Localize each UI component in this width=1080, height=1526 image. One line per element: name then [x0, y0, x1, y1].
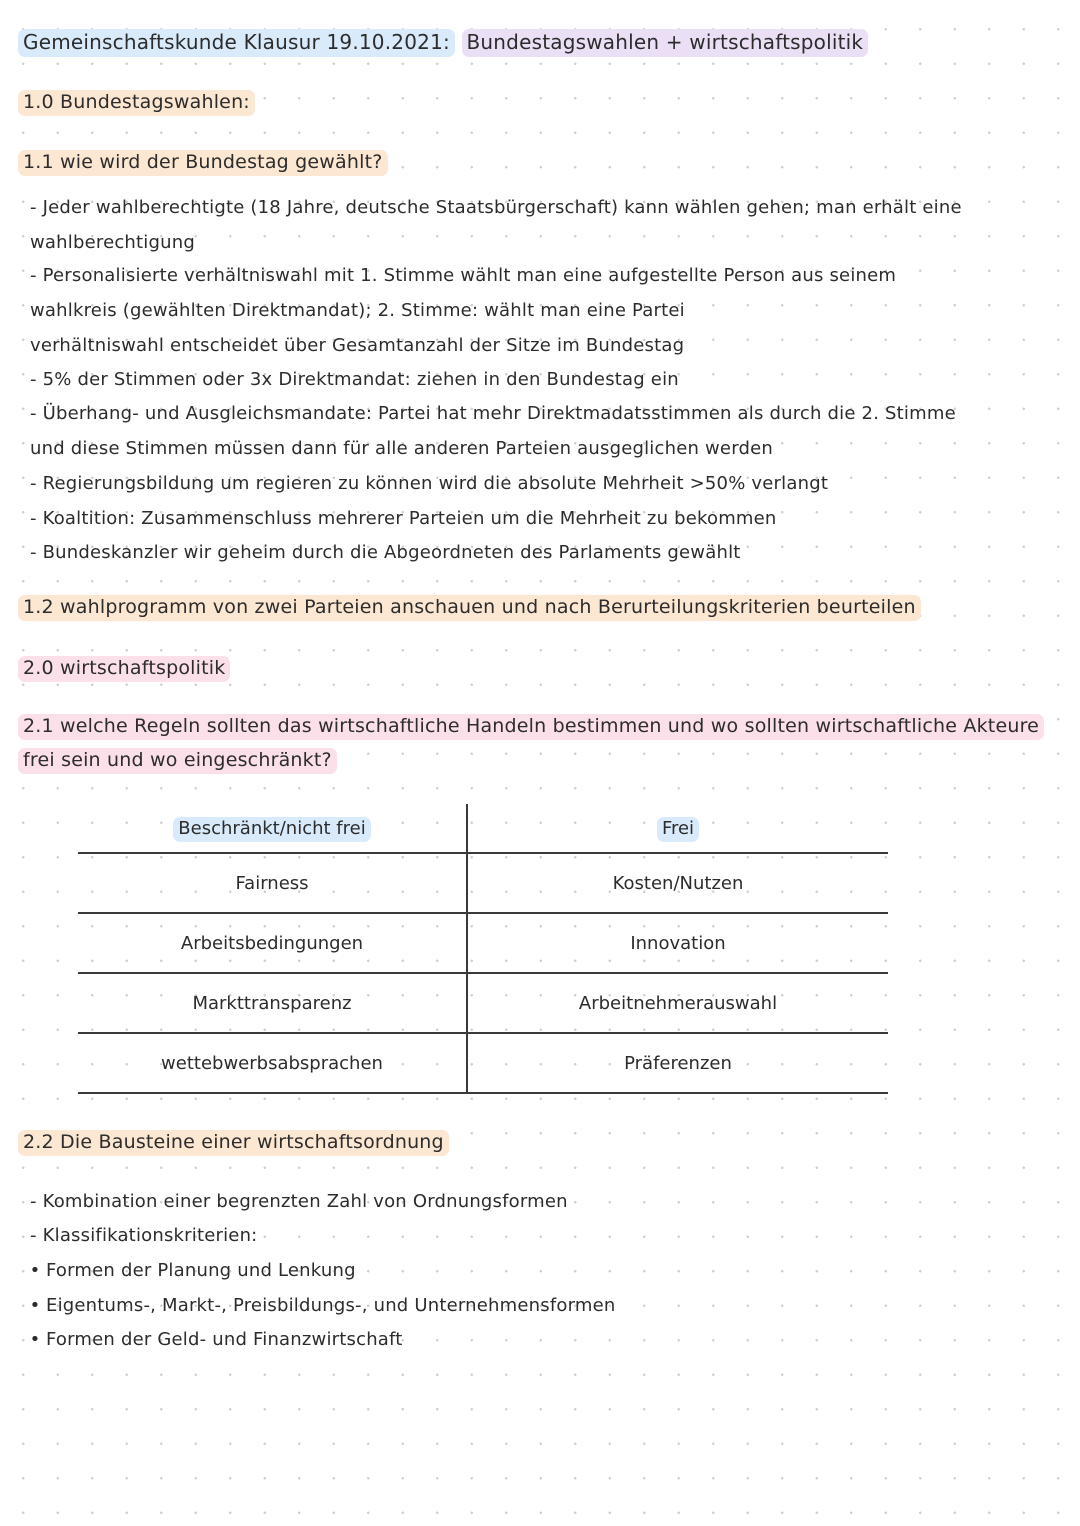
text-line: wahlkreis (gewählten Direktmandat); 2. Stimme: wählt man eine Partei: [30, 300, 685, 321]
question-1-2-heading: 1.2 wahlprogramm von zwei Parteien anschauen und nach Berurteilungskriterien beurteilen: [18, 595, 921, 619]
text-line: - Klassifikationskriterien:: [30, 1225, 258, 1246]
bullet-dot-icon: •: [29, 1329, 41, 1350]
text-line: - Überhang- und Ausgleichsmandate: Partei hat mehr Direktmadatsstimmen als durch die 2. Stimme: [30, 403, 956, 424]
bullet-dot-icon: •: [29, 1260, 41, 1281]
table-row: [78, 973, 888, 1033]
table-cell: Arbeitsbedingungen: [78, 913, 467, 973]
bullet-dot-icon: •: [29, 1295, 41, 1316]
table-header-restricted: Beschränkt/nicht frei: [78, 804, 467, 853]
section-2-heading: 2.0 wirtschaftspolitik: [18, 656, 230, 680]
table-cell: Arbeitnehmerauswahl: [467, 973, 888, 1033]
table-cell: Markttransparenz: [78, 973, 467, 1033]
question-1-1-heading: 1.1 wie wird der Bundestag gewählt?: [18, 150, 388, 174]
text-line: - Regierungsbildung um regieren zu können wird die absolute Mehrheit >50% verlangt: [30, 473, 829, 494]
table-row: [78, 853, 888, 913]
question-2-1-heading: 2.1 welche Regeln sollten das wirtschaftliche Handeln bestimmen und wo sollten wirtschaftliche Akteure: [18, 714, 1044, 738]
text-line: - Personalisierte verhältniswahl mit 1. Stimme wählt man eine aufgestellte Person aus seinem: [30, 265, 897, 286]
table-cell: wettebwerbsabsprachen: [78, 1033, 467, 1093]
table-cell: Fairness: [78, 853, 467, 913]
table-cell: Präferenzen: [467, 1033, 888, 1093]
text-line: - 5% der Stimmen oder 3x Direktmandat: ziehen in den Bundestag ein: [30, 369, 679, 390]
list-item: • Formen der Planung und Lenkung: [24, 1259, 356, 1283]
question-2-2-heading: 2.2 Die Bausteine einer wirtschaftsordnung: [18, 1130, 449, 1154]
text-line: - Jeder wahlberechtigte (18 Jahre, deutsche Staatsbürgerschaft) kann wählen gehen; man erhält eine: [30, 197, 962, 218]
title-topic: Bundestagswahlen + wirtschaftspolitik: [462, 29, 869, 57]
table-row: [78, 1033, 888, 1093]
text-line: - Koaltition: Zusammenschluss mehrerer Parteien um die Mehrheit zu bekommen: [30, 508, 777, 529]
text-line: verhältniswahl entscheidet über Gesamtanzahl der Sitze im Bundestag: [30, 335, 685, 356]
comparison-table: [78, 804, 888, 1094]
page-title: [18, 30, 868, 54]
table-row: [78, 913, 888, 973]
list-item: • Formen der Geld- und Finanzwirtschaft: [24, 1328, 403, 1352]
table-header-free: Frei: [467, 804, 888, 853]
text-line: - Bundeskanzler wir geheim durch die Abgeordneten des Parlaments gewählt: [30, 542, 741, 563]
list-item: • Eigentums-, Markt-, Preisbildungs-, und Unternehmensformen: [24, 1294, 616, 1318]
section-1-heading: 1.0 Bundestagswahlen:: [18, 90, 255, 114]
table-header-row: [78, 804, 888, 853]
question-2-1-heading-cont: frei sein und wo eingeschränkt?: [18, 748, 337, 772]
title-subject: Gemeinschaftskunde Klausur 19.10.2021:: [18, 29, 455, 57]
text-line: - Kombination einer begrenzten Zahl von Ordnungsformen: [30, 1191, 568, 1212]
table-cell: Innovation: [467, 913, 888, 973]
table-cell: Kosten/Nutzen: [467, 853, 888, 913]
text-line: wahlberechtigung: [30, 232, 195, 253]
text-line: und diese Stimmen müssen dann für alle anderen Parteien ausgeglichen werden: [30, 438, 773, 459]
